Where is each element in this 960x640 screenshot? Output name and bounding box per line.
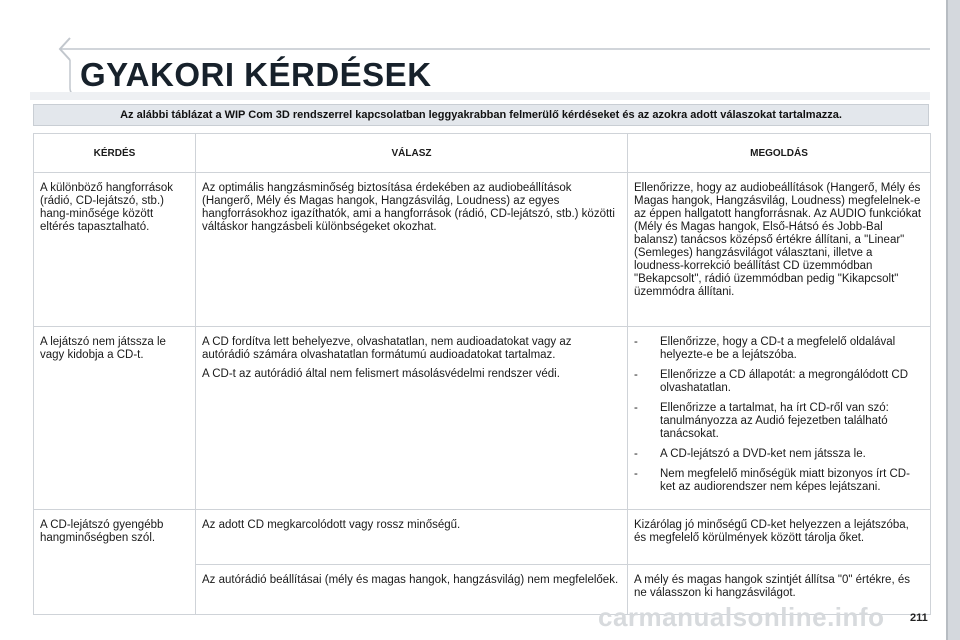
solution-cell — [628, 327, 931, 510]
table-row — [34, 510, 931, 565]
list-item — [634, 402, 924, 441]
solution-cell: A mély és magas hangok szintjét állítsa "0" értékre, és ne válasszon ki hangzásvilágot. — [628, 565, 931, 615]
table-row — [34, 327, 931, 510]
list-item-text: Ellenőrizze a CD állapotát: a megrongálódott CD olvashatatlan. — [660, 369, 909, 394]
answer-paragraph: Az optimális hangzásminőség biztosítása érdekében az audiobeállítások (Hangerő, Mély és Magas hangok, Hangzásvilág, Loudness) az egyes hangforrásokhoz igazíthatók, ami a hangforrások (rádió, CD-lejátszó, stb.) közötti váltáskor hangzásbeli különbségeket okozhat. — [202, 182, 615, 233]
answer-paragraph: Az adott CD megkarcolódott vagy rossz minőségű. — [202, 519, 461, 531]
answer-paragraph: A CD fordítva lett behelyezve, olvashatatlan, nem audioadatokat vagy az autórádió számára olvashatatlan formátumú audioadatokat tartalmaz. — [202, 336, 572, 361]
table-row — [34, 173, 931, 327]
answer-cell — [196, 173, 628, 327]
title-banner — [0, 0, 946, 100]
list-item — [634, 336, 924, 362]
table-header-row — [34, 134, 931, 173]
list-item — [634, 468, 924, 494]
watermark: carmanualsonline.info — [598, 602, 885, 632]
page-edge-strip — [946, 0, 960, 640]
answer-cell — [196, 510, 628, 565]
column-header-question: KÉRDÉS — [34, 134, 196, 173]
list-item-text: A CD-lejátszó a DVD-ket nem játssza le. — [660, 448, 866, 460]
dash-bullet: - — [634, 448, 638, 460]
answer-paragraph: Az autórádió beállításai (mély és magas hangok, hangzásvilág) nem megfelelőek. — [202, 574, 619, 586]
dash-bullet: - — [634, 336, 638, 348]
dash-bullet: - — [634, 369, 638, 381]
dash-bullet: - — [634, 402, 638, 414]
column-header-solution: MEGOLDÁS — [628, 134, 931, 173]
question-cell: A lejátszó nem játssza le vagy kidobja a CD-t. — [34, 327, 196, 510]
solution-list — [634, 336, 924, 494]
question-cell: A CD-lejátszó gyengébb hangminőségben szól. — [34, 510, 196, 615]
answer-cell — [196, 565, 628, 615]
solution-cell: Ellenőrizze, hogy az audiobeállítások (Hangerő, Mély és Magas hangok, Hangzásvilág, Loudness) megfelelnek-e az éppen hallgatott hangforrásnak. Az AUDIO funkciókat (Mély és Magas hangok, Első-Hátsó és Jobb-Bal balansz) tanácsos középső értékre állítani, a "Linear" (Semleges) hangzásvilágot választani, illetve a loudness-korrekció beállítást CD üzemmódban "Bekapcsolt", rádió üzemmódban pedig "Kikapcsolt" üzemmódra állítani. — [628, 173, 931, 327]
intro-bar — [33, 104, 929, 126]
answer-paragraph: A CD-t az autórádió által nem felismert másolásvédelmi rendszer védi. — [202, 368, 560, 380]
list-item — [634, 369, 924, 395]
list-item-text: Ellenőrizze a tartalmat, ha írt CD-ről van szó: tanulmányozza az Audió fejezetben található tanácsokat. — [660, 402, 889, 440]
dash-bullet: - — [634, 468, 638, 480]
list-item — [634, 448, 924, 461]
page-title: GYAKORI KÉRDÉSEK — [80, 56, 432, 93]
list-item-text: Nem megfelelő minőségük miatt bizonyos írt CD-ket az audiorendszer nem képes lejátszani. — [660, 468, 910, 493]
list-item-text: Ellenőrizze, hogy a CD-t a megfelelő oldalával helyezte-e be a lejátszóba. — [660, 336, 896, 361]
question-cell: A különböző hangforrások (rádió, CD-lejátszó, stb.) hang-minősége között eltérés tapasztalható. — [34, 173, 196, 327]
column-header-answer: VÁLASZ — [196, 134, 628, 173]
faq-table — [33, 133, 931, 615]
solution-cell: Kizárólag jó minőségű CD-ket helyezzen a lejátszóba, és megfelelő körülmények között tárolja őket. — [628, 510, 931, 565]
page-number: 211 — [910, 612, 928, 624]
answer-cell — [196, 327, 628, 510]
intro-text: Az alábbi táblázat a WIP Com 3D rendszerrel kapcsolatban leggyakrabban felmerülő kérdéseket és az azokra adott válaszokat tartalmazza. — [120, 109, 842, 121]
